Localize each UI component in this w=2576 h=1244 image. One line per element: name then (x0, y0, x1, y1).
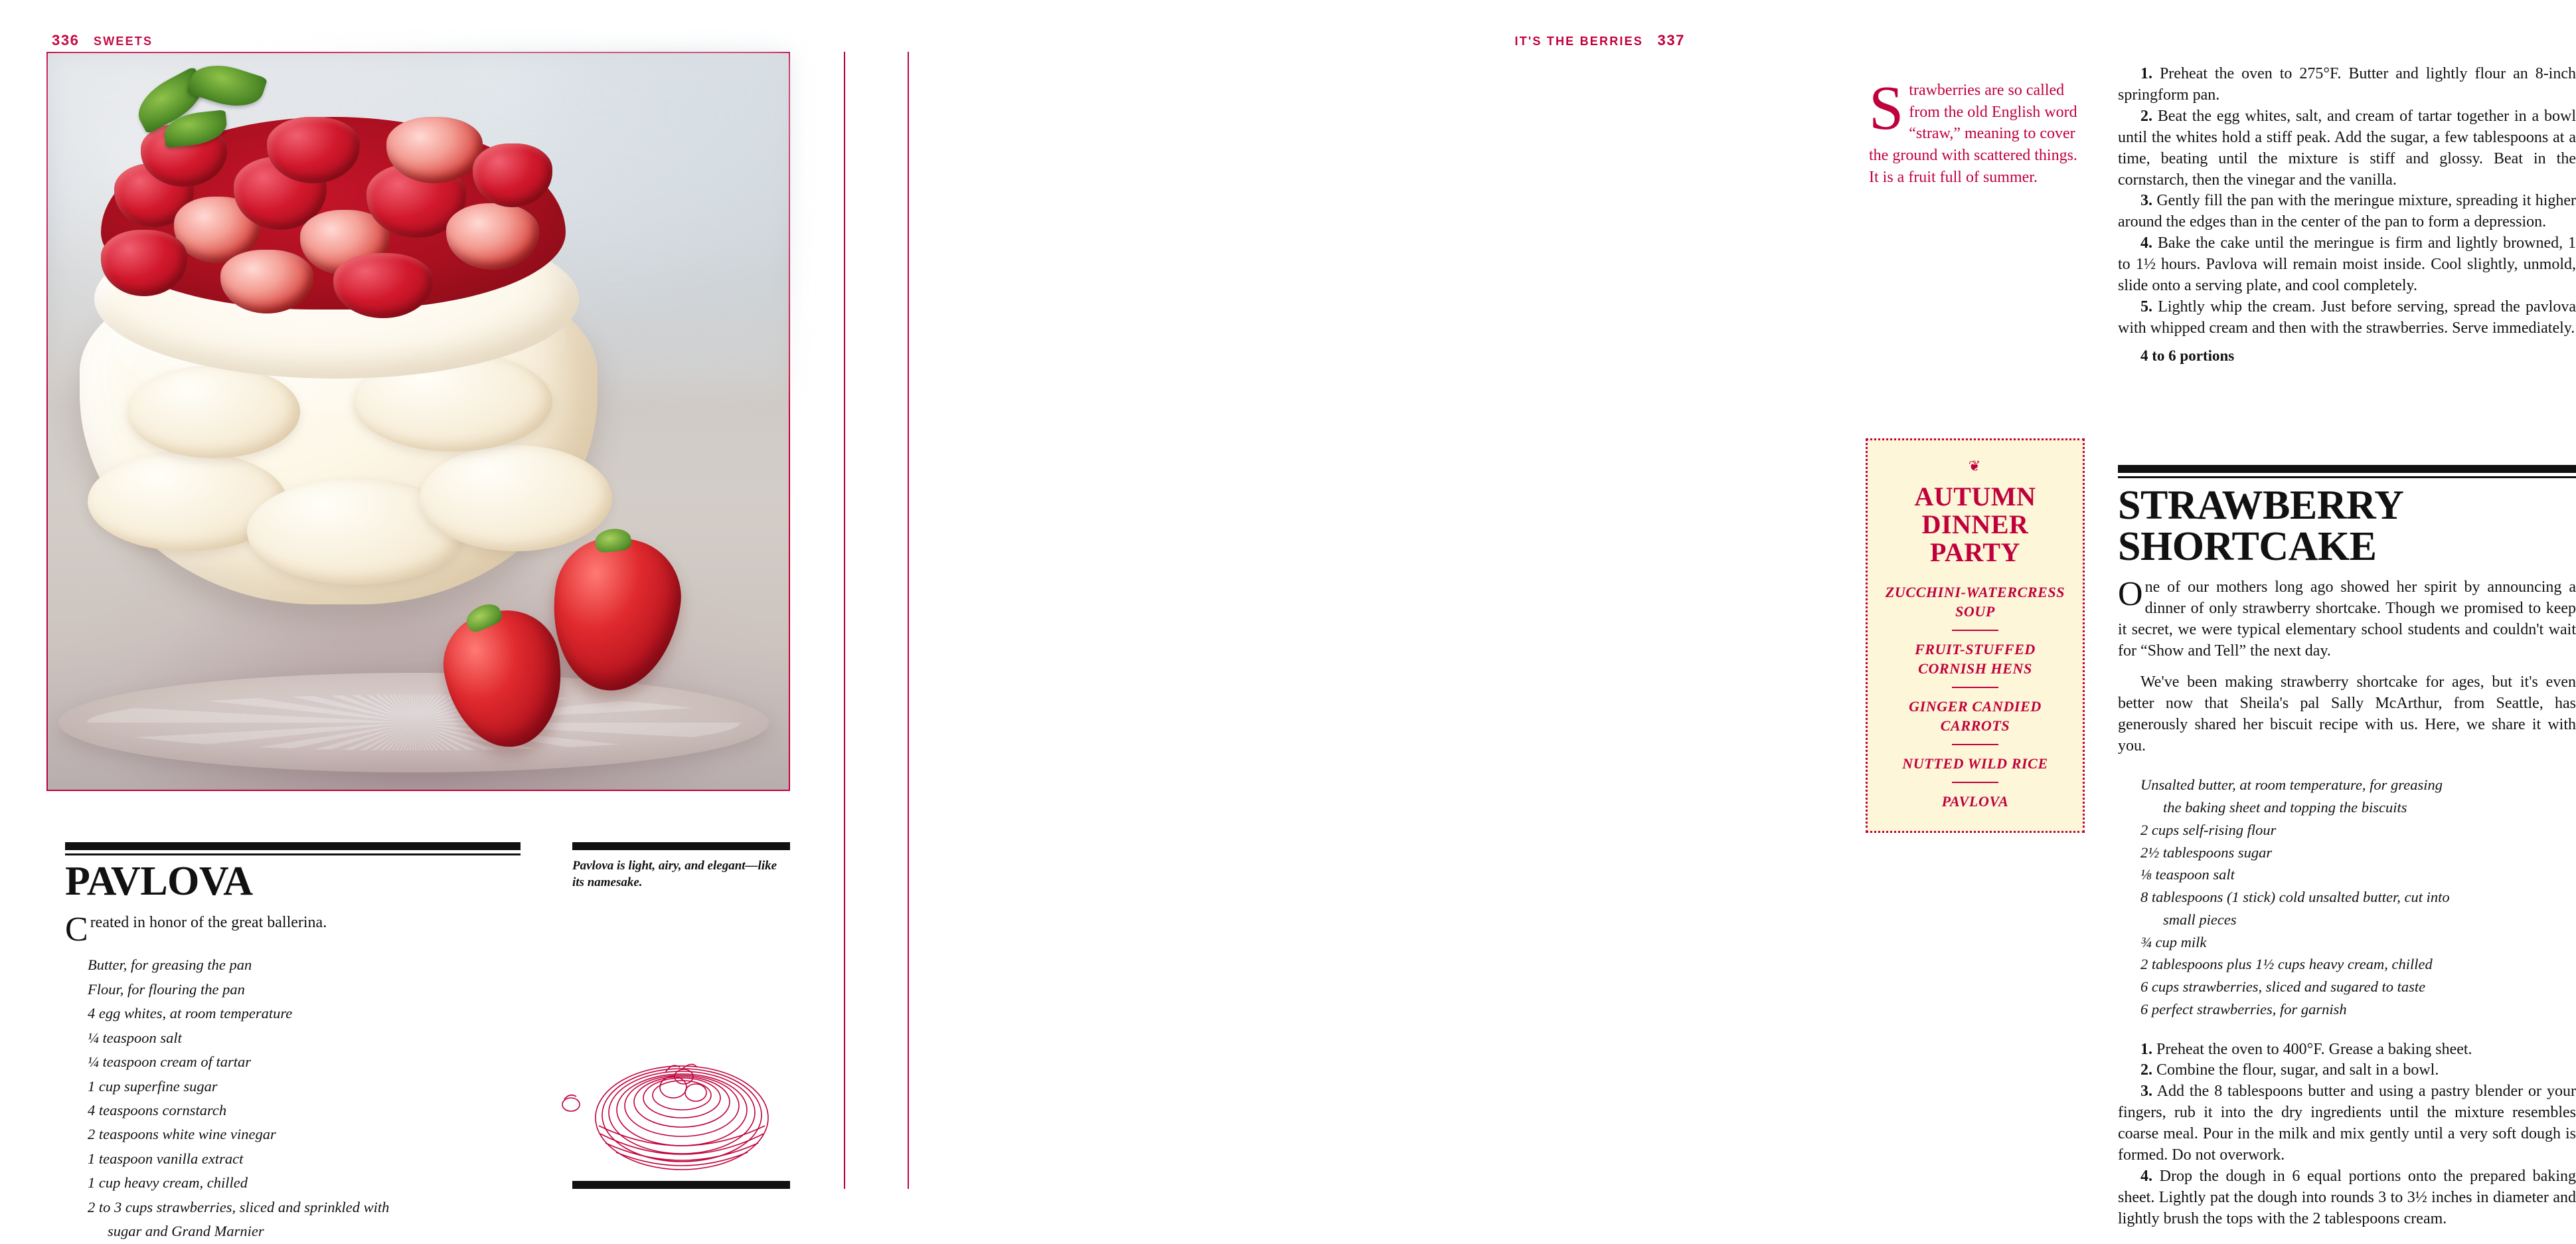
glass-cake-plate (58, 673, 769, 772)
recipe-step (2118, 1060, 2576, 1081)
step-text: Preheat the oven to 275°F. Butter and lightly flour an 8-inch springform pan. (2118, 65, 2576, 104)
list-item: Unsalted butter, at room temperature, for greasing (2140, 776, 2443, 794)
berry (220, 250, 313, 313)
title-rule-thin (2118, 476, 2576, 478)
running-head-left (52, 32, 153, 49)
floral-ornament-icon: ❦ (1968, 458, 1982, 474)
pavlova-photo (46, 52, 790, 791)
list-item-continuation: sugar and Grand Marnier (108, 1223, 264, 1240)
menu-separator (1952, 782, 1998, 783)
caption-block (572, 842, 790, 891)
step-number: 3. (2140, 1083, 2152, 1101)
strawberry-hull (462, 600, 504, 635)
caption-rule-top (572, 842, 790, 850)
step-text: Add the 8 tablespoons butter and using a pastry blender or your fingers, rub it into the dry ingredients until the mixture resembles coarse meal. Pour in the milk and mix gently until a very soft dough is formed. Do not overwork. (2118, 1083, 2576, 1164)
list-item: 2 cups self-rising flour (2140, 821, 2277, 838)
drop-cap: C (65, 911, 88, 949)
strawberry-intro (1869, 74, 2081, 188)
headnote-paragraph-2: We've been making strawberry shortcake for ages, but it's even better now that Sheila's pal Sally McArthur, from Seattle, has generously shared her biscuit recipe with us. Here, we share it with you. (2118, 673, 2576, 755)
step-text: Bake the cake until the meringue is firm and lightly browned, 1 to 1½ hours. Pavlova will remain moist inside. Cool slightly, unmold, slide onto a serving plate, and cool completely. (2118, 234, 2576, 295)
list-item-continuation: small pieces (2163, 911, 2237, 928)
section-label-left: SWEETS (94, 35, 153, 48)
recipe-title (2118, 485, 2576, 567)
step-number: 2. (2140, 107, 2152, 125)
yield-label: 4 to 6 portions (2140, 347, 2235, 364)
menu-title-line1: AUTUMN (1914, 482, 2036, 511)
title-rule-thick (2118, 465, 2576, 473)
drop-cap: O (2118, 575, 2143, 613)
menu-title (1880, 483, 2071, 567)
list-item: 2 tablespoons plus 1½ cups heavy cream, chilled (2140, 956, 2433, 973)
loose-strawberry-right (542, 530, 688, 699)
left-page (0, 0, 893, 1240)
step-text: Beat the egg whites, salt, and cream of tartar together in a bowl until the whites hold a stiff peak. Add the sugar, a few tablespoons at a time, beating until the mixture is stiff and glossy. Beat in the cornstarch, then the vinegar and the vanilla. (2118, 107, 2576, 189)
menu-separator (1952, 687, 1998, 688)
list-item: 1 cup heavy cream, chilled (88, 1174, 248, 1192)
menu-item: FRUIT-STUFFED CORNISH HENS (1915, 641, 2036, 677)
list-item: 1 teaspoon vanilla extract (88, 1150, 244, 1167)
list-item: ¾ cup milk (2140, 933, 2207, 950)
page-title: PAVLOVA (65, 859, 253, 904)
intro-text: trawberries are so called from the old English word “straw,” meaning to cover the ground with scattered things. It is a fruit full of summer. (1869, 82, 2077, 186)
list-item-continuation: the baking sheet and topping the biscuits (2163, 799, 2407, 816)
intro-column (1869, 64, 2081, 204)
title-rule-thick (65, 842, 521, 850)
menu-item: PAVLOVA (1941, 793, 2009, 810)
step-number: 1. (2140, 65, 2152, 82)
step-text: Gently fill the pan with the meringue mixture, spreading it higher around the edges than in the center of the pan to form a depression. (2118, 192, 2576, 231)
step-text: Lightly whip the cream. Just before serving, spread the pavlova with whipped cream and then with the strawberries. Serve immediately. (2118, 298, 2576, 337)
menu-title-line2: DINNER PARTY (1921, 509, 2029, 567)
menu-item: GINGER CANDIED CARROTS (1909, 698, 2042, 735)
list-item: ¼ teaspoon salt (88, 1029, 182, 1046)
pavlova-recipe-block (65, 842, 521, 1244)
berry (446, 203, 539, 270)
caption-rule-bottom (572, 1181, 790, 1189)
step-text: Drop the dough in 6 equal portions onto the prepared baking sheet. Lightly pat the dough into rounds 3 to 3½ inches in diameter and lightly brush the tops with the 2 tablespoons cream. (2118, 1167, 2576, 1227)
recipe-headnote (65, 911, 521, 949)
right-page (893, 0, 2576, 1233)
meringue-swirl-3 (420, 445, 612, 551)
title-line1: STRAWBERRY (2118, 483, 2404, 528)
list-item: 2 to 3 cups strawberries, sliced and sprinkled with (88, 1198, 390, 1215)
strawberry-shortcake-block (2118, 465, 2576, 1230)
recipe-step (2118, 64, 2576, 106)
gutter-rule-right (908, 52, 909, 1189)
pavlova-line-drawing-icon (559, 1026, 798, 1192)
menu-sidebar (1866, 438, 2085, 833)
list-item: 2½ tablespoons sugar (2140, 844, 2273, 861)
step-number: 1. (2140, 1040, 2152, 1058)
berry (473, 143, 552, 207)
recipe-step (2118, 191, 2576, 233)
recipe-step (2118, 1039, 2576, 1061)
step-number: 2. (2140, 1061, 2152, 1079)
list-item: 4 egg whites, at room temperature (88, 1005, 293, 1022)
drop-cap: S (1869, 74, 1904, 143)
recipe-step (2118, 297, 2576, 339)
list-item: ¼ teaspoon cream of tartar (88, 1053, 252, 1071)
headnote-text: ne of our mothers long ago showed her spirit by announcing a dinner of only strawberry shortcake. Though we promised to keep it secret, we were typical elementary school students and couldn't wait for “Show and Tell” the next day. (2118, 578, 2576, 660)
list-item: 1 cup superfine sugar (88, 1077, 218, 1095)
step-number: 5. (2140, 298, 2152, 315)
step-number: 3. (2140, 192, 2152, 210)
menu-item: NUTTED WILD RICE (1902, 755, 2048, 772)
headnote-text: reated in honor of the great ballerina. (90, 914, 327, 932)
step-number: 4. (2140, 234, 2152, 252)
photo-canvas (48, 53, 789, 790)
ingredient-list (88, 953, 521, 1243)
step-text: Combine the flour, sugar, and salt in a bowl. (2156, 1061, 2439, 1079)
step-number: 4. (2140, 1167, 2152, 1185)
headnote-paragraph-1 (2118, 577, 2576, 662)
ingredient-list (2140, 774, 2576, 1020)
menu-separator (1952, 744, 1998, 745)
recipe-step (2118, 1081, 2576, 1166)
recipe-step (2118, 233, 2576, 297)
recipe-step (2118, 106, 2576, 191)
running-head-right (1515, 32, 1686, 49)
strawberry-hull (594, 527, 632, 553)
section-label-right: IT'S THE BERRIES (1514, 35, 1643, 48)
list-item: Butter, for greasing the pan (88, 956, 252, 974)
folio-right: 337 (1657, 32, 1685, 48)
title-line2: SHORTCAKE (2118, 524, 2377, 569)
list-item: Flour, for flouring the pan (88, 980, 245, 998)
list-item: ⅛ teaspoon salt (2140, 866, 2235, 883)
method-steps (2118, 1039, 2576, 1230)
photo-caption: Pavlova is light, airy, and elegant—like its namesake. (572, 859, 777, 889)
meringue-swirl-4 (127, 365, 300, 458)
list-item: 4 teaspoons cornstarch (88, 1102, 227, 1119)
step-text: Preheat the oven to 400°F. Grease a baking sheet. (2156, 1040, 2472, 1058)
menu-separator (1952, 630, 1998, 631)
list-item: 2 teaspoons white wine vinegar (88, 1126, 276, 1143)
folio-left: 336 (52, 32, 80, 48)
pavlova-method-column (2118, 64, 2576, 365)
list-item: 6 cups strawberries, sliced and sugared to taste (2140, 978, 2426, 995)
gutter-rule-left (844, 52, 845, 1189)
list-item: 8 tablespoons (1 stick) cold unsalted butter, cut into (2140, 889, 2450, 905)
list-item: 6 perfect strawberries, for garnish (2140, 1000, 2347, 1018)
menu-item: ZUCCHINI-WATERCRESS SOUP (1885, 584, 2065, 620)
recipe-step (2118, 1166, 2576, 1230)
title-rule-thin (65, 853, 521, 855)
